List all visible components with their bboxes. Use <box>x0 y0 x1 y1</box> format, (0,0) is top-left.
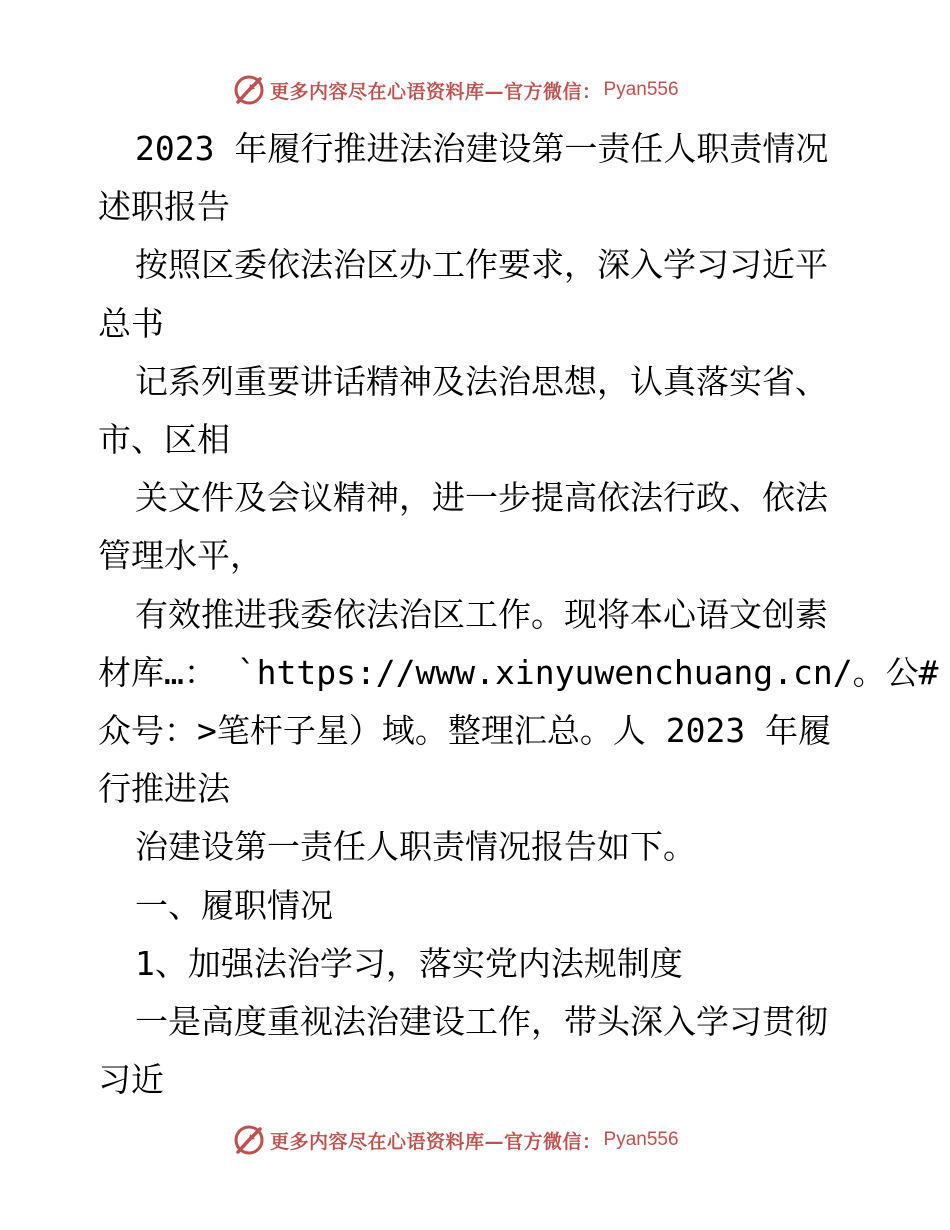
subsection-heading: 1、加强法治学习，落实党内法规制度 <box>135 943 683 983</box>
text-line: 行推进法 <box>98 769 230 809</box>
pen-logo-icon <box>232 1123 266 1157</box>
body-text <box>98 120 939 1109</box>
watermark-text: 更多内容尽在心语资料库—官方微信： <box>270 80 602 103</box>
watermark-header <box>232 72 679 108</box>
watermark-wechat-id: Pyan556 <box>603 1129 679 1150</box>
section-heading: 一、履职情况 <box>135 885 333 925</box>
text-line: 众号：>笔杆子星）域。整理汇总。人 2023 年履 <box>98 711 832 751</box>
text-line: 一是高度重视法治建设工作，带头深入学习贯彻 <box>135 1002 828 1042</box>
title-line: 2023 年履行推进法治建设第一责任人职责情况 <box>135 129 829 168</box>
pen-logo-icon <box>232 73 266 107</box>
text-line: 治建设第一责任人职责情况报告如下。 <box>135 827 696 867</box>
watermark-text: 更多内容尽在心语资料库—官方微信： <box>270 1130 602 1153</box>
text-line: 市、区相 <box>98 420 230 460</box>
title-line: 述职报告 <box>98 187 230 227</box>
watermark-footer <box>232 1122 679 1158</box>
text-line: 管理水平， <box>98 536 263 576</box>
watermark-wechat-id: Pyan556 <box>603 79 679 100</box>
text-line: 关文件及会议精神，进一步提高依法行政、依法 <box>135 478 828 518</box>
text-line: 习近 <box>98 1060 164 1100</box>
text-line: 记系列重要讲话精神及法治思想，认真落实省、 <box>135 361 828 401</box>
text-line: 总书 <box>98 303 164 343</box>
text-line: 有效推进我委依法治区工作。现将本心语文创素 <box>135 594 828 634</box>
text-line: 按照区委依法治区办工作要求，深入学习习近平 <box>135 245 828 285</box>
text-line: 材库…： `https://www.xinyuwenchuang.cn/。公# <box>98 652 939 692</box>
